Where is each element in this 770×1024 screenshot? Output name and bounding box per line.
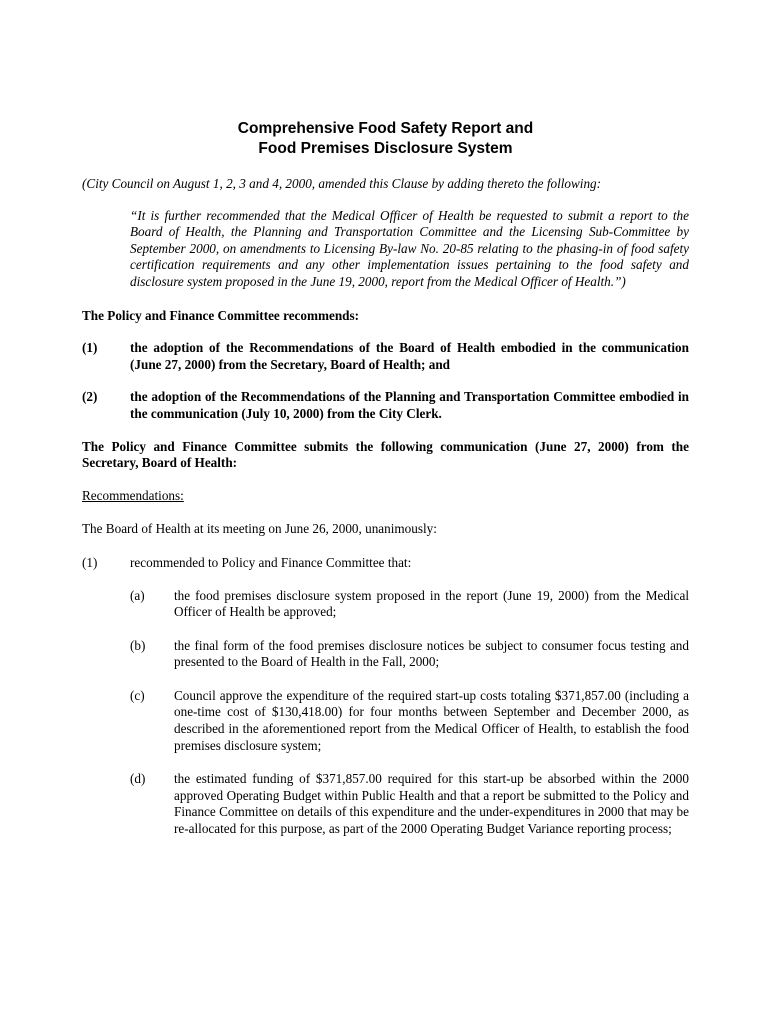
- sub-item-label: (a): [130, 587, 145, 603]
- board-item-1: [82, 555, 689, 572]
- committee-heading: The Policy and Finance Committee recommends:: [82, 307, 360, 323]
- committee-item-1: [82, 340, 689, 373]
- item-text: the adoption of the Recommendations of the Board of Health embodied in the communication (June 27, 2000) from the Secretary, Board of Health; and: [130, 340, 689, 372]
- item-number: (2): [82, 389, 98, 405]
- sub-item-text: the food premises disclosure system proposed in the report (June 19, 2000) from the Medical Officer of Health be approved;: [174, 587, 689, 620]
- document-page: [82, 119, 689, 855]
- amendment-intro: (City Council on August 1, 2, 3 and 4, 2000, amended this Clause by adding thereto the following:: [82, 176, 602, 191]
- recommendations-heading: Recommendations:: [82, 487, 184, 503]
- sub-item-label: (c): [130, 687, 145, 703]
- item-text: the adoption of the Recommendations of the Planning and Transportation Committee embodied in the communication (July 10, 2000) from the City Clerk.: [130, 389, 689, 421]
- sub-item-text: Council approve the expenditure of the required start-up costs totaling $371,857.00 (including a one-time cost of $130,418.00) for four months between September and December 2000, as described in the aforementioned report from the Medical Officer of Health, to establish the food premises disclosure system;: [174, 687, 689, 753]
- sub-item-text: the estimated funding of $371,857.00 required for this start-up be absorbed within the 2000 approved Operating Budget within Public Health and that a report be submitted to the Policy and Finance Committee on details of this expenditure and the under-expenditures in 2000 that may be re-allocated for this purpose, as part of the 2000 Operating Budget Variance reporting process;: [174, 771, 689, 837]
- item-number: (1): [82, 554, 98, 570]
- sub-item-text: the final form of the food premises disclosure notices be subject to consumer focus testing and presented to the Board of Health in the Fall, 2000;: [174, 637, 689, 670]
- sub-item-label: (d): [130, 771, 146, 787]
- submits-heading: The Policy and Finance Committee submits the following communication (June 27, 2000) from the Secretary, Board of Health:: [82, 438, 689, 471]
- title-line-1: Comprehensive Food Safety Report and: [237, 120, 534, 137]
- sub-item-c: [130, 688, 689, 754]
- sub-item-b: [130, 638, 689, 671]
- sub-item-label: (b): [130, 637, 146, 653]
- item-text: recommended to Policy and Finance Committee that:: [130, 554, 412, 570]
- sub-item-d: [130, 771, 689, 837]
- item-number: (1): [82, 340, 98, 356]
- title-line-2: Food Premises Disclosure System: [258, 140, 513, 157]
- sub-item-a: [130, 588, 689, 621]
- amendment-quote: “It is further recommended that the Medical Officer of Health be requested to submit a report to the Board of Health, the Planning and Transportation Committee and the Licensing Sub-Committee by September 2000, on amendments to Licensing By-law No. 20-85 relating to the phasing-in of food safety certification requirements and any other implementation issues pertaining to the food safety and disclosure system proposed in the June 19, 2000, report from the Medical Officer of Health.”): [130, 207, 689, 289]
- committee-item-2: [82, 389, 689, 422]
- document-title: [82, 119, 689, 159]
- board-intro: The Board of Health at its meeting on June 26, 2000, unanimously:: [82, 521, 437, 537]
